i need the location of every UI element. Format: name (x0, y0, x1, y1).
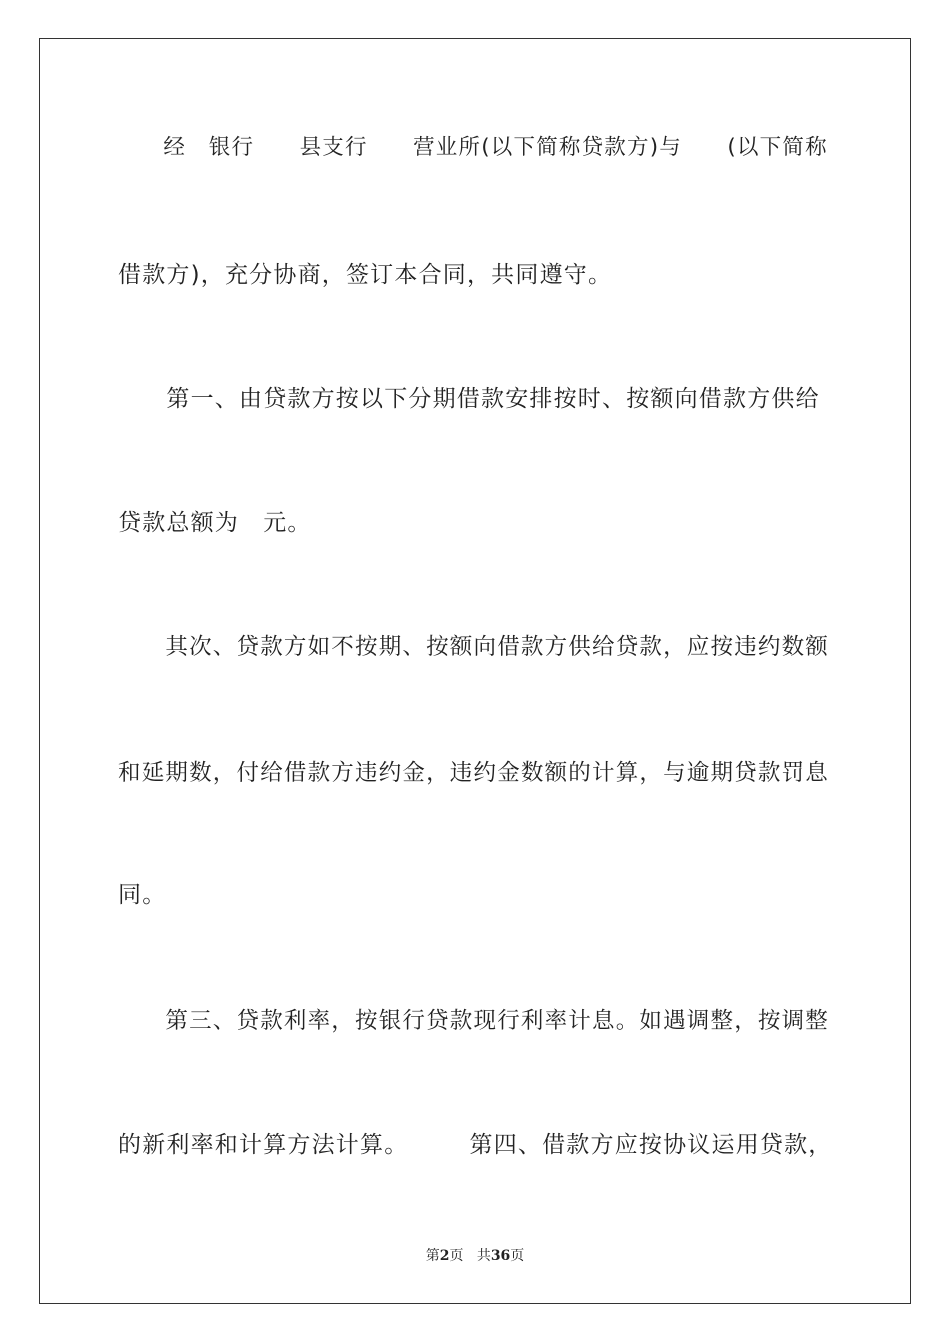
footer-page-suffix: 页 (449, 1248, 464, 1264)
text-line-8: 第三、贷款利率，按银行贷款现行利率计息。如遇调整，按调整 (118, 1008, 830, 1034)
page-footer (0, 1246, 950, 1266)
text-line-4: 贷款总额为 元。 (118, 510, 312, 536)
text-line-5: 其次、贷款方如不按期、按额向借款方供给贷款，应按违约数额 (118, 634, 830, 660)
footer-page-number: 2 (439, 1248, 450, 1264)
text-line-3: 第一、由贷款方按以下分期借款安排按时、按额向借款方供给 (118, 386, 820, 412)
footer-total-prefix: 共 (476, 1248, 491, 1264)
text-line-2: 借款方)，充分协商，签订本合同，共同遵守。 (118, 262, 613, 288)
text-line-6: 和延期数，付给借款方违约金，违约金数额的计算，与逾期贷款罚息 (118, 760, 830, 786)
page-border (39, 38, 911, 1304)
text-line-7: 同。 (118, 882, 167, 908)
text-line-9: 的新利率和计算方法计算。 第四、借款方应按协议运用贷款， (118, 1132, 833, 1158)
footer-page-prefix: 第 (425, 1248, 440, 1264)
footer-total-suffix: 页 (510, 1248, 525, 1264)
text-line-1: 经 银行 县支行 营业所(以下简称贷款方)与 (以下简称 (118, 135, 828, 160)
footer-total-pages: 36 (490, 1248, 511, 1264)
